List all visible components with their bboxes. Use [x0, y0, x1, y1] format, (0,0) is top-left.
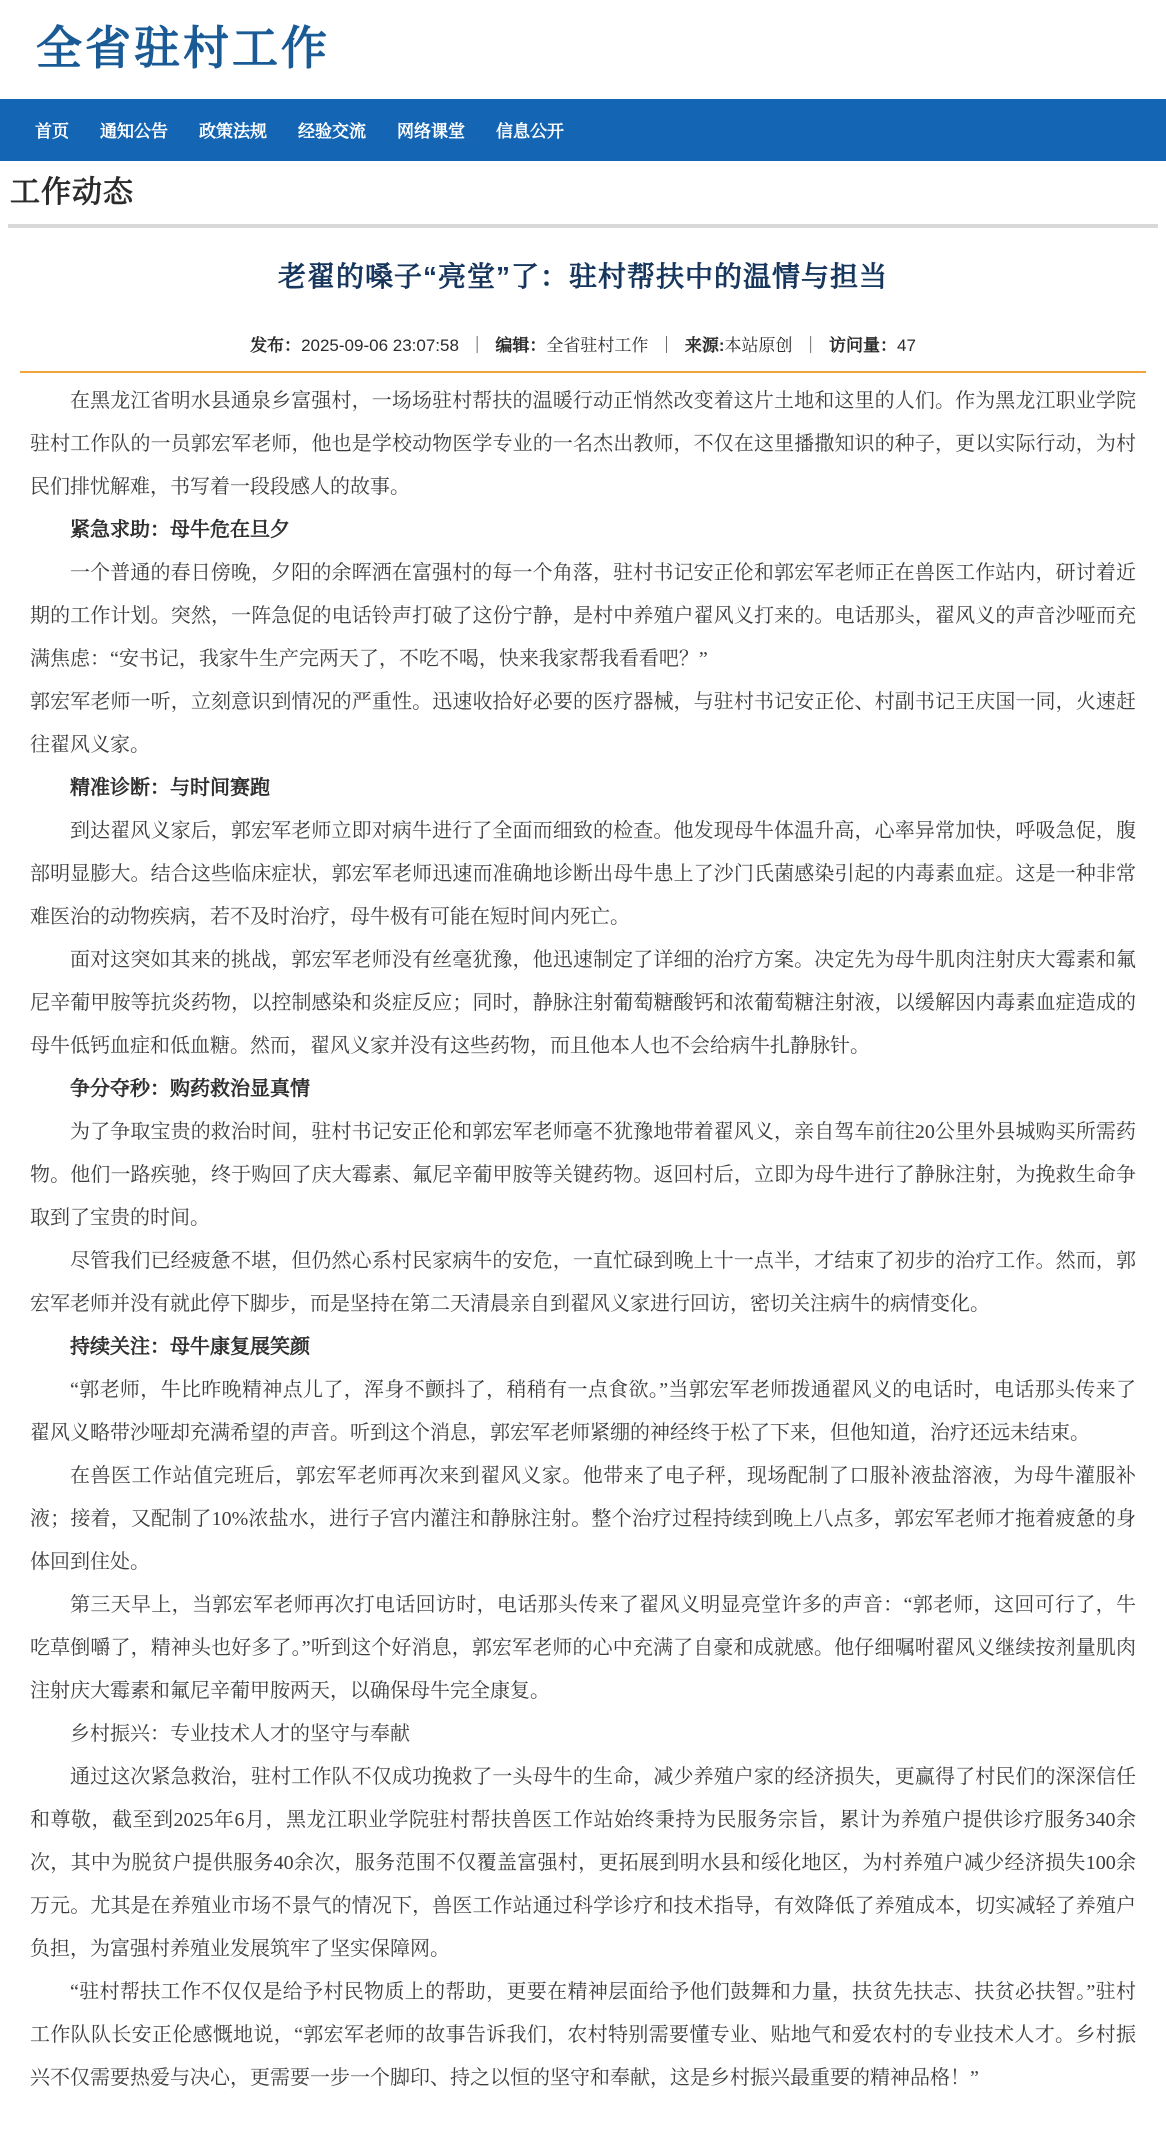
main-nav — [0, 99, 1166, 161]
article-paragraph: 在兽医工作站值完班后，郭宏军老师再次来到翟风义家。他带来了电子秤，现场配制了口服补液盐溶液，为母牛灌服补液；接着，又配制了10%浓盐水，进行子宫内灌注和静脉注射。整个治疗过程持续到晚上八点多，郭宏军老师才拖着疲惫的身体回到住处。 — [30, 1465, 1136, 1574]
article-paragraph: 通过这次紧急救治，驻村工作队不仅成功挽救了一头母牛的生命，减少养殖户家的经济损失，更赢得了村民们的深深信任和尊敬，截至到2025年6月，黑龙江职业学院驻村帮扶兽医工作站始终秉持为民服务宗旨，累计为养殖户提供诊疗服务340余次，其中为脱贫户提供服务40余次，服务范围不仅覆盖富强村，更拓展到明水县和绥化地区，为村养殖户减少经济损失100余万元。尤其是在养殖业市场不景气的情况下，兽医工作站通过科学诊疗和技术指导，有效降低了养殖成本，切实减轻了养殖户负担，为富强村养殖业发展筑牢了坚实保障网。 — [30, 1766, 1136, 1961]
meta-value: 全省驻村工作 — [546, 336, 649, 356]
meta-label: 来源: — [684, 336, 725, 356]
article-paragraph: 一个普通的春日傍晚，夕阳的余晖洒在富强村的每一个角落，驻村书记安正伦和郭宏军老师正在兽医工作站内，研讨着近期的工作计划。突然，一阵急促的电话铃声打破了这份宁静，是村中养殖户翟风义打来的。电话那头，翟风义的声音沙哑而充满焦虑：“安书记，我家牛生产完两天了，不吃不喝，快来我家帮我看看吧？” — [30, 562, 1136, 671]
nav-item[interactable]: 首页 — [35, 122, 69, 142]
section-title: 工作动态 — [10, 175, 134, 209]
meta-item — [829, 336, 916, 355]
article-paragraph: 争分夺秒：购药救治显真情 — [70, 1078, 310, 1101]
article-paragraph: 面对这突如其来的挑战，郭宏军老师没有丝毫犹豫，他迅速制定了详细的治疗方案。决定先为母牛肌肉注射庆大霉素和氟尼辛葡甲胺等抗炎药物，以控制感染和炎症反应；同时，静脉注射葡萄糖酸钙和浓葡萄糖注射液，以缓解因内毒素血症造成的母牛低钙血症和低血糖。然而，翟风义家并没有这些药物，而且他本人也不会给病牛扎静脉针。 — [30, 949, 1136, 1058]
meta-item — [250, 336, 459, 355]
section-divider — [8, 224, 1158, 228]
article-paragraph: “郭老师，牛比昨晚精神点儿了，浑身不颤抖了，稍稍有一点食欲。”当郭宏军老师拨通翟风义的电话时，电话那头传来了翟风义略带沙哑却充满希望的声音。听到这个消息，郭宏军老师紧绷的神经终于松了下来，但他知道，治疗还远未结束。 — [30, 1379, 1136, 1445]
meta-value: 本站原创 — [724, 336, 793, 356]
nav-item[interactable]: 通知公告 — [100, 122, 168, 142]
site-header — [0, 0, 1166, 99]
article-paragraph: 尽管我们已经疲惫不堪，但仍然心系村民家病牛的安危，一直忙碌到晚上十一点半，才结束了初步的治疗工作。然而，郭宏军老师并没有就此停下脚步，而是坚持在第二天清晨亲自到翟风义家进行回访，密切关注病牛的病情变化。 — [30, 1250, 1136, 1316]
nav-item[interactable]: 信息公开 — [496, 122, 564, 142]
article-paragraph: 郭宏军老师一听，立刻意识到情况的严重性。迅速收拾好必要的医疗器械，与驻村书记安正伦、村副书记王庆国一同，火速赶往翟风义家。 — [30, 691, 1136, 757]
meta-item — [495, 336, 648, 355]
nav-item[interactable]: 政策法规 — [199, 122, 267, 142]
article-title: 老翟的嗓子“亮堂”了：驻村帮扶中的温情与担当 — [277, 260, 888, 292]
meta-separator: ｜ — [468, 336, 486, 356]
article-body — [0, 373, 1166, 2130]
article-paragraph: 在黑龙江省明水县通泉乡富强村，一场场驻村帮扶的温暖行动正悄然改变着这片土地和这里的人们。作为黑龙江职业学院驻村工作队的一员郭宏军老师，他也是学校动物医学专业的一名杰出教师，不仅在这里播撒知识的种子，更以实际行动，为村民们排忧解难，书写着一段段感人的故事。 — [30, 390, 1136, 499]
nav-item[interactable]: 经验交流 — [298, 122, 366, 142]
meta-label: 编辑： — [495, 336, 547, 356]
article-paragraph: 持续关注：母牛康复展笑颜 — [70, 1336, 310, 1359]
article-paragraph: 紧急求助：母牛危在旦夕 — [70, 519, 290, 542]
article-paragraph: 为了争取宝贵的救治时间，驻村书记安正伦和郭宏军老师毫不犹豫地带着翟风义，亲自驾车前往20公里外县城购买所需药物。他们一路疾驰，终于购回了庆大霉素、氟尼辛葡甲胺等关键药物。返回村后，立即为母牛进行了静脉注射，为挽救生命争取到了宝贵的时间。 — [30, 1121, 1136, 1230]
article-paragraph: 精准诊断：与时间赛跑 — [70, 777, 270, 800]
nav-item[interactable]: 网络课堂 — [397, 122, 465, 142]
meta-label: 访问量： — [829, 336, 897, 356]
meta-value: 2025-09-06 23:07:58 — [301, 336, 459, 356]
article-paragraph: 到达翟风义家后，郭宏军老师立即对病牛进行了全面而细致的检查。他发现母牛体温升高，心率异常加快，呼吸急促，腹部明显膨大。结合这些临床症状，郭宏军老师迅速而准确地诊断出母牛患上了沙门氏菌感染引起的内毒素血症。这是一种非常难医治的动物疾病，若不及时治疗，母牛极有可能在短时间内死亡。 — [30, 820, 1136, 929]
article — [0, 258, 1166, 2130]
meta-separator: ｜ — [802, 336, 820, 356]
meta-item — [685, 336, 793, 355]
site-title: 全省驻村工作 — [36, 23, 330, 74]
article-paragraph: “驻村帮扶工作不仅仅是给予村民物质上的帮助，更要在精神层面给予他们鼓舞和力量，扶贫先扶志、扶贫必扶智。”驻村工作队队长安正伦感慨地说，“郭宏军老师的故事告诉我们，农村特别需要懂专业、贴地气和爱农村的专业技术人才。乡村振兴不仅需要热爱与决心，更需要一步一个脚印、持之以恒的坚守和奉献，这是乡村振兴最重要的精神品格！” — [30, 1981, 1136, 2090]
meta-label: 发布： — [250, 336, 302, 356]
section-header — [0, 161, 1166, 228]
meta-separator: ｜ — [658, 336, 676, 356]
article-paragraph: 乡村振兴：专业技术人才的坚守与奉献 — [70, 1723, 410, 1746]
meta-value: 47 — [897, 336, 916, 356]
article-paragraph: 第三天早上，当郭宏军老师再次打电话回访时，电话那头传来了翟风义明显亮堂许多的声音：“郭老师，这回可行了，牛吃草倒嚼了，精神头也好多了。”听到这个好消息，郭宏军老师的心中充满了自豪和成就感。他仔细嘱咐翟风义继续按剂量肌肉注射庆大霉素和氟尼辛葡甲胺两天，以确保母牛完全康复。 — [30, 1594, 1136, 1703]
article-meta — [0, 331, 1166, 356]
